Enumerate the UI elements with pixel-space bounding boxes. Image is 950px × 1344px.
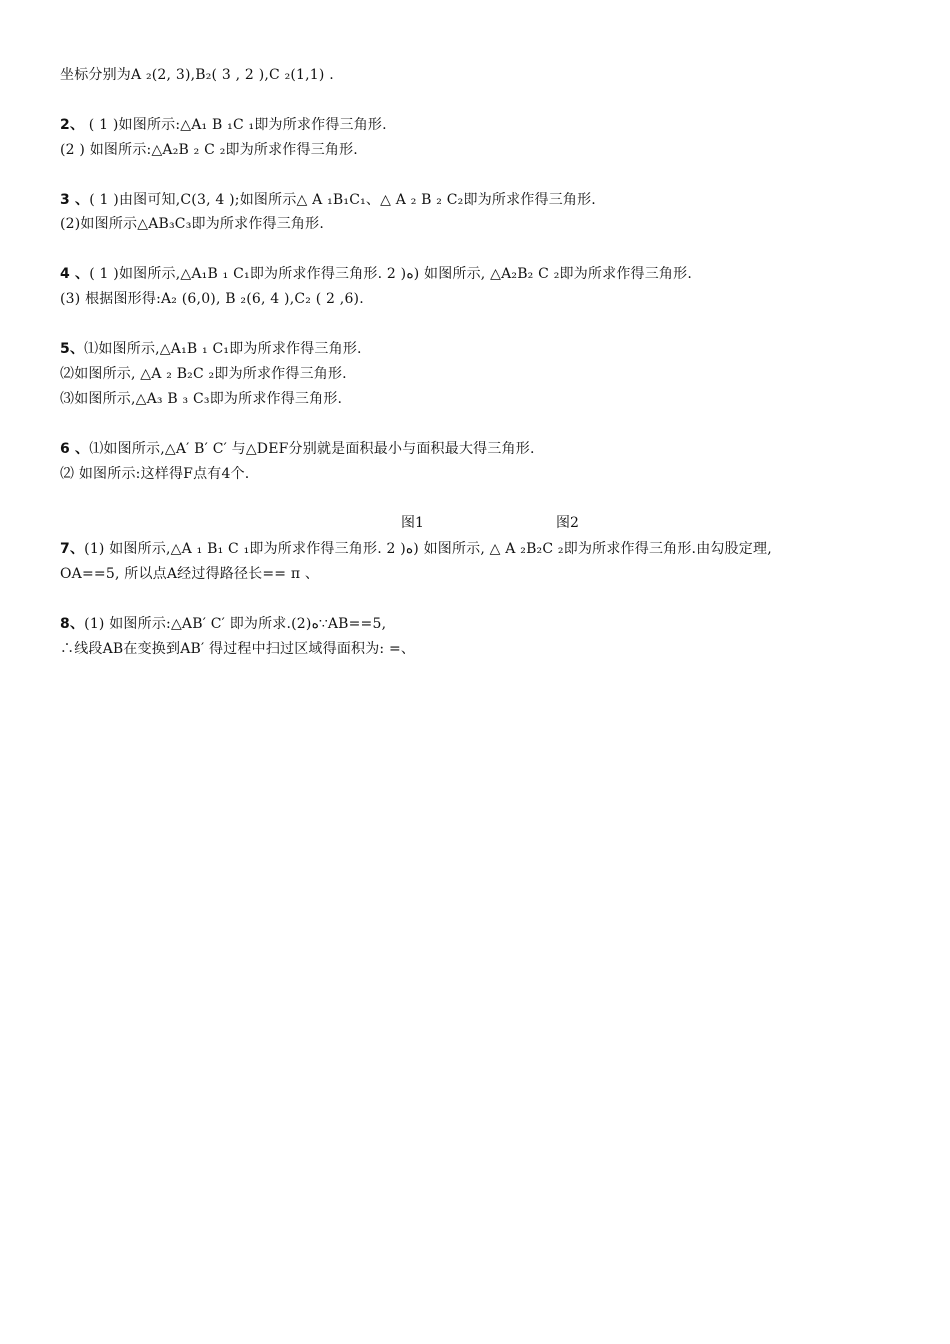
item-number: 7、 bbox=[60, 541, 85, 557]
line-text: (3) 根据图形得:A₂ (6,0), B ₂(6, 4 ),C₂ ( 2 ,6). bbox=[60, 291, 364, 307]
line-text: ⑵ 如图所示:这样得F点有4个. bbox=[60, 466, 250, 482]
line-16 bbox=[60, 640, 415, 658]
item-number: 6 、 bbox=[60, 441, 90, 457]
line-text: (2 ) 如图所示:△A₂B ₂ C ₂即为所求作得三角形. bbox=[60, 142, 358, 158]
line-2 bbox=[60, 116, 387, 134]
line-text: ( 1 )如图所示:△A₁ B ₁C ₁即为所求作得三角形. bbox=[84, 117, 387, 133]
line-12 bbox=[60, 465, 249, 483]
line-text: ⑴如图所示,△A₁B ₁ C₁即为所求作得三角形. bbox=[84, 341, 362, 357]
line-8 bbox=[60, 340, 362, 358]
item-number: 4 、 bbox=[60, 266, 90, 282]
line-text: (2)如图所示△AB₃C₃即为所求作得三角形. bbox=[60, 216, 324, 232]
line-text: ⑶如图所示,△A₃ B ₃ C₃即为所求作得三角形. bbox=[60, 391, 343, 407]
item-number: 5、 bbox=[60, 341, 85, 357]
line-3 bbox=[60, 141, 358, 159]
line-11 bbox=[60, 440, 535, 458]
line-5 bbox=[60, 215, 324, 233]
line-text: ⑴如图所示,△A′ B′ C′ 与△DEF分别就是面积最小与面积最大得三角形. bbox=[89, 441, 535, 457]
line-text: ( 1 )如图所示,△A₁B ₁ C₁即为所求作得三角形. 2 )ه) 如图所示, △A₂B₂ C ₂即为所求作得三角形. bbox=[89, 266, 692, 282]
line-1 bbox=[60, 66, 334, 84]
line-7 bbox=[60, 290, 364, 308]
figure-1-label: 图1 bbox=[401, 515, 424, 531]
line-text: (1) 如图所示:△AB′ C′ 即为所求.(2)ه∵AB==5, bbox=[84, 616, 387, 632]
item-number: 8、 bbox=[60, 616, 85, 632]
line-9 bbox=[60, 365, 347, 383]
line-text: 坐标分别为A ₂(2, 3),B₂( 3 , 2 ),C ₂(1,1) . bbox=[60, 67, 334, 83]
line-4 bbox=[60, 191, 596, 209]
item-number: 3 、 bbox=[60, 192, 90, 208]
figure-2-label: 图2 bbox=[556, 515, 579, 531]
line-14 bbox=[60, 565, 319, 583]
item-number: 2、 bbox=[60, 117, 85, 133]
line-text: (1) 如图所示,△A ₁ B₁ C ₁即为所求作得三角形. 2 )ه) 如图所示, △ A ₂B₂C ₂即为所求作得三角形.由勾股定理, bbox=[84, 541, 772, 557]
line-13 bbox=[60, 540, 772, 558]
line-10 bbox=[60, 390, 342, 408]
line-text: ( 1 )由图可知,C(3, 4 );如图所示△ A ₁B₁C₁、△ A ₂ B ₂ C₂即为所求作得三角形. bbox=[89, 192, 596, 208]
line-6 bbox=[60, 265, 692, 283]
line-text: ∴线段AB在变换到AB′ 得过程中扫过区域得面积为: =、 bbox=[60, 641, 416, 657]
line-text: OA==5, 所以点A经过得路径长== π 、 bbox=[60, 566, 320, 582]
line-text: ⑵如图所示, △A ₂ B₂C ₂即为所求作得三角形. bbox=[60, 366, 347, 382]
line-15 bbox=[60, 615, 386, 633]
